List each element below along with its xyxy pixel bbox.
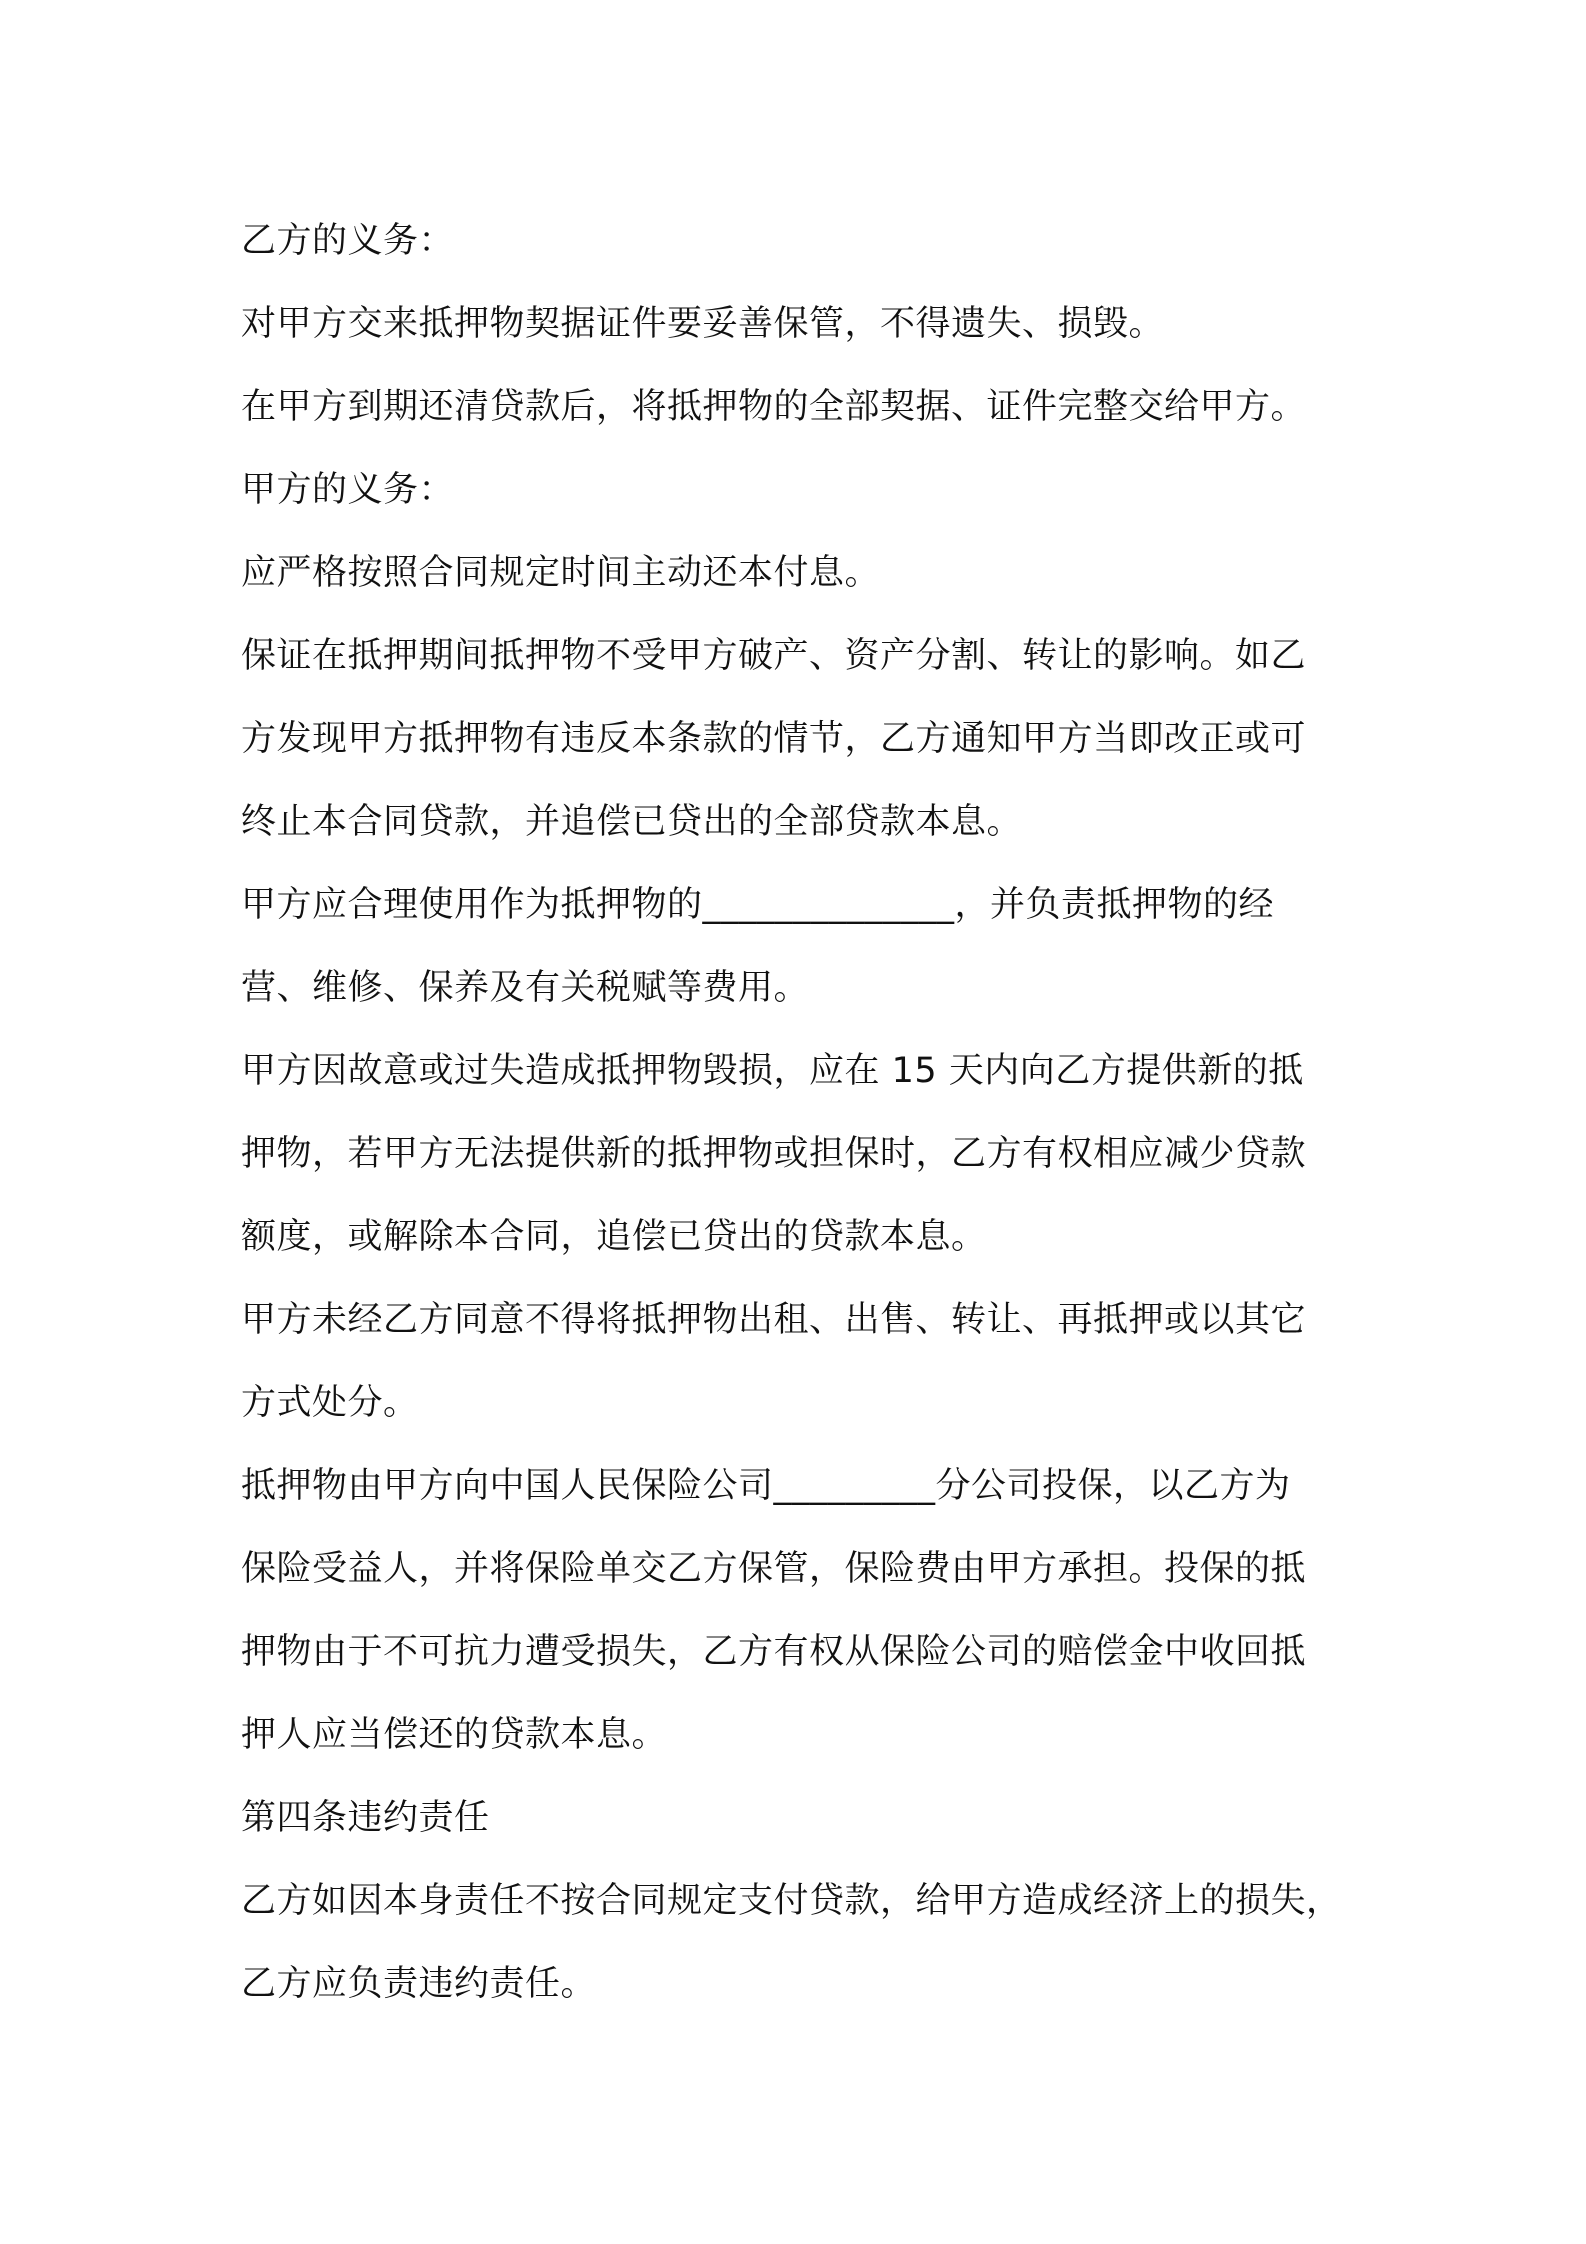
text-line: 乙方如因本身责任不按合同规定支付贷款，给甲方造成经济上的损失，	[241, 1881, 1342, 1921]
text-line: 保险受益人，并将保险单交乙方保管，保险费由甲方承担。投保的抵	[241, 1549, 1307, 1589]
text-line: 甲方的义务：	[241, 470, 455, 510]
text-line: 应严格按照合同规定时间主动还本付息。	[241, 553, 881, 593]
text-line: 保证在抵押期间抵押物不受甲方破产、资产分割、转让的影响。如乙	[241, 636, 1307, 676]
text-line: 营、维修、保养及有关税赋等费用。	[241, 968, 810, 1008]
text-line: 甲方未经乙方同意不得将抵押物出租、出售、转让、再抵押或以其它	[241, 1300, 1307, 1340]
document-body	[241, 200, 1366, 2026]
text-line: 甲方应合理使用作为抵押物的______________，并负责抵押物的经	[241, 885, 1275, 925]
text-line: 对甲方交来抵押物契据证件要妥善保管，不得遗失、损毁。	[241, 304, 1165, 344]
text-line: 甲方因故意或过失造成抵押物毁损，应在 15 天内向乙方提供新的抵	[241, 1051, 1304, 1091]
text-line: 在甲方到期还清贷款后，将抵押物的全部契据、证件完整交给甲方。	[241, 387, 1307, 427]
text-line: 方式处分。	[241, 1383, 419, 1423]
text-line: 押人应当偿还的贷款本息。	[241, 1715, 668, 1755]
text-line: 乙方应负责违约责任。	[241, 1964, 597, 2004]
section-heading: 第四条违约责任	[241, 1798, 490, 1838]
text-line: 押物由于不可抗力遭受损失，乙方有权从保险公司的赔偿金中收回抵	[241, 1632, 1307, 1672]
text-line: 抵押物由甲方向中国人民保险公司_________分公司投保，以乙方为	[241, 1466, 1291, 1506]
text-line: 乙方的义务：	[241, 221, 455, 261]
text-line: 额度，或解除本合同，追偿已贷出的贷款本息。	[241, 1217, 987, 1257]
text-line: 方发现甲方抵押物有违反本条款的情节，乙方通知甲方当即改正或可	[241, 719, 1307, 759]
text-line: 押物，若甲方无法提供新的抵押物或担保时，乙方有权相应减少贷款	[241, 1134, 1307, 1174]
text-line: 终止本合同贷款，并追偿已贷出的全部贷款本息。	[241, 802, 1023, 842]
